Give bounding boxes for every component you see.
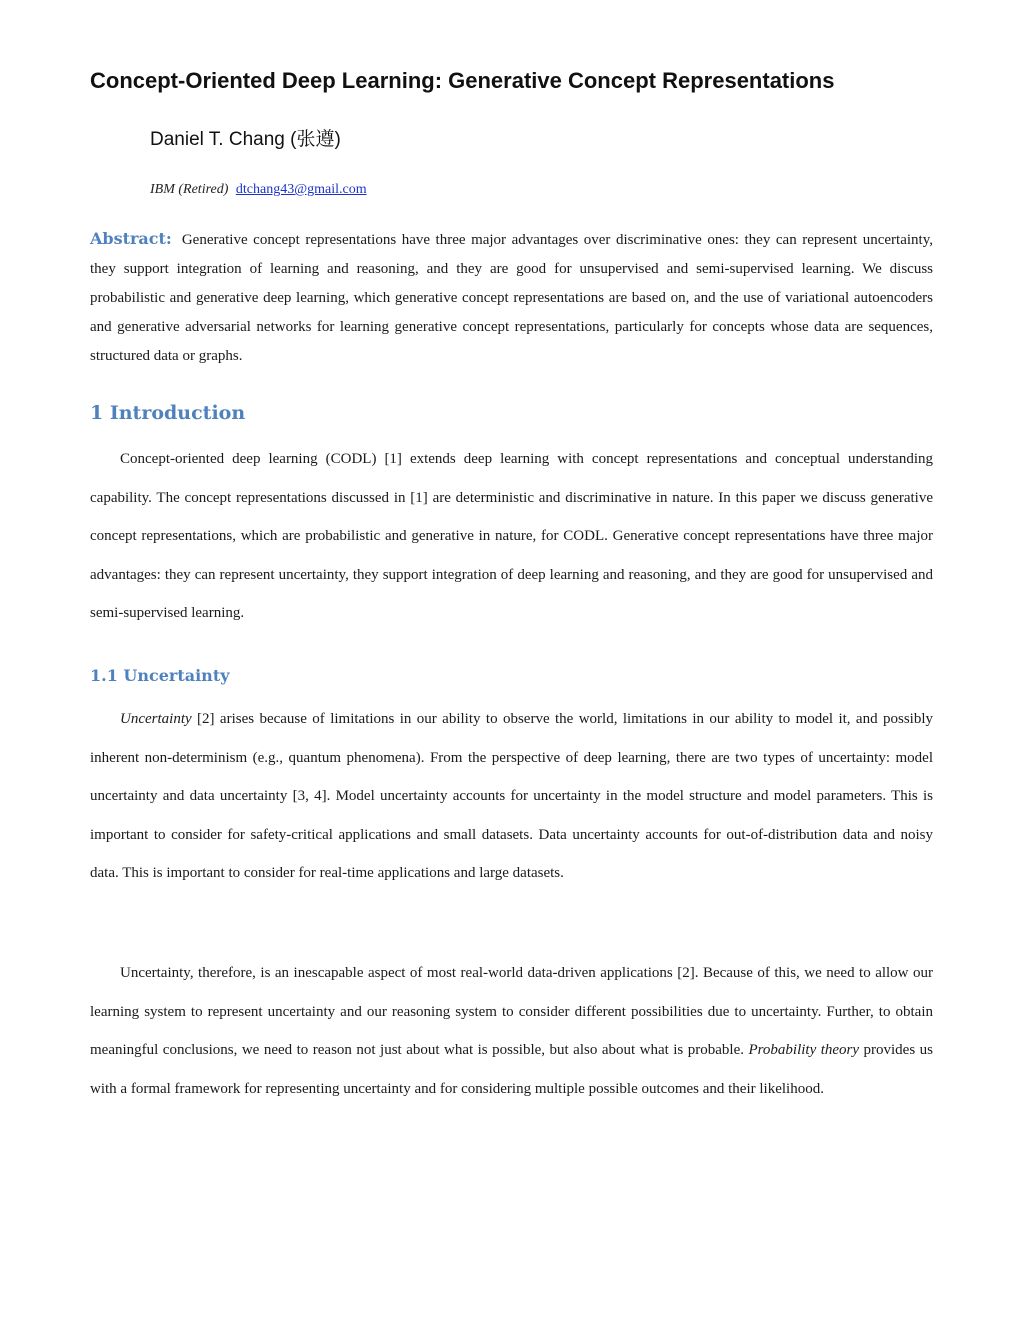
uncertainty-paragraph-2 (90, 954, 933, 1108)
abstract (90, 224, 933, 371)
uncertainty-paragraph-2-start: Uncertainty, therefore, is an inescapable aspect of most real-world data-driven applications [2]. Because of this, we need to allow our learning system to represent uncertainty and our reasoning system to consider different possibilities due to uncertainty. Further, to obtain meaningful conclusions, we need to reason not just about what is possible, but also about what is probable. (90, 965, 933, 1058)
uncertainty-paragraph-1-text: [2] arises because of limitations in our ability to observe the world, limitations in our ability to model it, and possibly inherent non-determinism (e.g., quantum phenomena). From the perspective of deep learning, there are two types of uncertainty: model uncertainty and data uncertainty [3, 4]. Model uncertainty accounts for uncertainty in the model structure and model parameters. This is important to consider for safety-critical applications and small datasets. Data uncertainty accounts for out-of-distribution data and noisy data. This is important to consider for real-time applications and large datasets. (90, 711, 933, 881)
author-name: Daniel T. Chang (张遵) (150, 129, 341, 150)
paper-title: Concept-Oriented Deep Learning: Generative Concept Representations (90, 68, 835, 93)
abstract-text: Generative concept representations have three major advantages over discriminative ones: they can represent uncertainty, they support integration of learning and reasoning, and they are good for unsupervised and semi-supervised learning. We discuss probabilistic and generative deep learning, which generative concept representations are based on, and the use of variational autoencoders and generative adversarial networks for learning generative concept representations, particularly for concepts whose data are sequences, structured data or graphs. (90, 232, 933, 364)
term-probability-theory: Probability theory (748, 1042, 860, 1058)
email-link[interactable]: dtchang43@gmail.com (235, 182, 367, 197)
subsection-heading-uncertainty: 1.1 Uncertainty (90, 666, 230, 685)
affiliation: IBM (Retired) (150, 182, 229, 197)
section-heading-introduction: 1 Introduction (90, 402, 246, 424)
intro-paragraph: Concept-oriented deep learning (CODL) [1] extends deep learning with concept representations and conceptual understanding capability. The concept representations discussed in [1] are deterministic and discriminative in nature. In this paper we discuss generative concept representations, which are probabilistic and generative in nature, for CODL. Generative concept representations have three major advantages: they can represent uncertainty, they support integration of deep learning and reasoning, and they are good for unsupervised and semi-supervised learning. (90, 451, 933, 621)
uncertainty-paragraph-2-end: provides us with a formal framework for representing uncertainty and for considering multiple possible outcomes and their likelihood. (90, 1042, 933, 1097)
uncertainty-paragraph-1 (90, 700, 933, 893)
affiliation-line (150, 180, 367, 200)
abstract-label: Abstract: (90, 229, 172, 248)
term-uncertainty: Uncertainty (120, 711, 192, 727)
